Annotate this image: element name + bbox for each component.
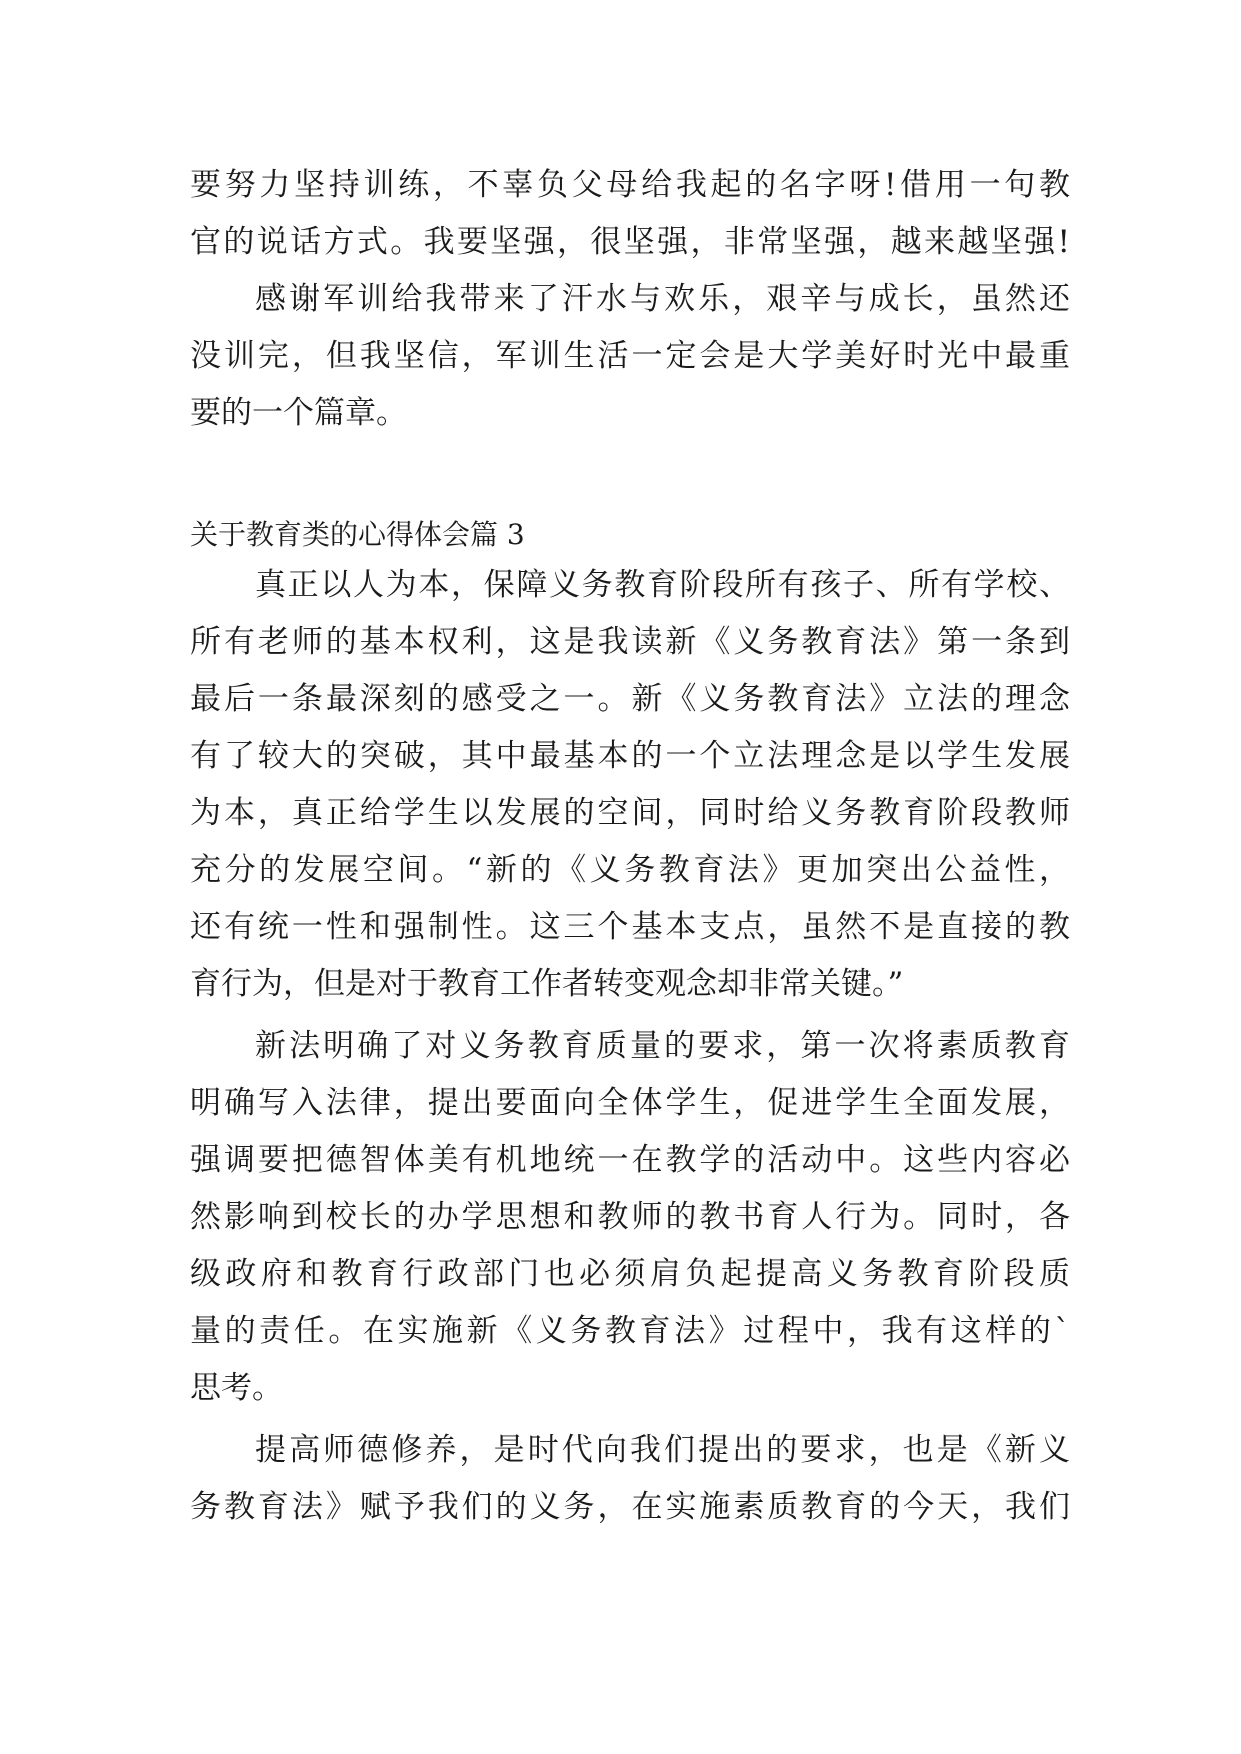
paragraph-4-line-6: 量的责任。在实施新《义务教育法》过程中，我有这样的`: [190, 1313, 1070, 1349]
paragraph-1-line-2: 官的说话方式。我要坚强，很坚强，非常坚强，越来越坚强!: [190, 224, 1070, 260]
paragraph-2-line-2: 没训完，但我坚信，军训生活一定会是大学美好时光中最重: [190, 338, 1070, 374]
paragraph-5-line-1: 提高师德修养，是时代向我们提出的要求，也是《新义: [255, 1432, 1070, 1468]
paragraph-4-line-5: 级政府和教育行政部门也必须肩负起提高义务教育阶段质: [190, 1256, 1070, 1292]
paragraph-5-line-2: 务教育法》赋予我们的义务，在实施素质教育的今天，我们: [190, 1489, 1070, 1525]
paragraph-2-line-3: 要的一个篇章。: [190, 395, 407, 431]
paragraph-3-line-6: 充分的发展空间。“新的《义务教育法》更加突出公益性，: [190, 852, 1070, 888]
paragraph-3-line-7: 还有统一性和强制性。这三个基本支点，虽然不是直接的教: [190, 909, 1070, 945]
paragraph-3-line-3: 最后一条最深刻的感受之一。新《义务教育法》立法的理念: [190, 681, 1070, 717]
section-heading: 关于教育类的心得体会篇 3: [190, 518, 525, 551]
paragraph-3-line-4: 有了较大的突破，其中最基本的一个立法理念是以学生发展: [190, 738, 1070, 774]
paragraph-3-line-8: 育行为，但是对于教育工作者转变观念却非常关键。”: [190, 966, 904, 1002]
paragraph-3-line-5: 为本，真正给学生以发展的空间，同时给义务教育阶段教师: [190, 795, 1070, 831]
paragraph-4-line-1: 新法明确了对义务教育质量的要求，第一次将素质教育: [255, 1028, 1070, 1064]
paragraph-3-line-1: 真正以人为本，保障义务教育阶段所有孩子、所有学校、: [255, 567, 1070, 603]
paragraph-4-line-4: 然影响到校长的办学思想和教师的教书育人行为。同时，各: [190, 1199, 1070, 1235]
paragraph-4-line-7: 思考。: [190, 1370, 283, 1406]
paragraph-4-line-2: 明确写入法律，提出要面向全体学生，促进学生全面发展，: [190, 1085, 1070, 1121]
paragraph-1-line-1: 要努力坚持训练，不辜负父母给我起的名字呀!借用一句教: [190, 167, 1070, 203]
paragraph-4-line-3: 强调要把德智体美有机地统一在教学的活动中。这些内容必: [190, 1142, 1070, 1178]
paragraph-2-line-1: 感谢军训给我带来了汗水与欢乐，艰辛与成长，虽然还: [255, 281, 1070, 317]
paragraph-3-line-2: 所有老师的基本权利，这是我读新《义务教育法》第一条到: [190, 624, 1070, 660]
